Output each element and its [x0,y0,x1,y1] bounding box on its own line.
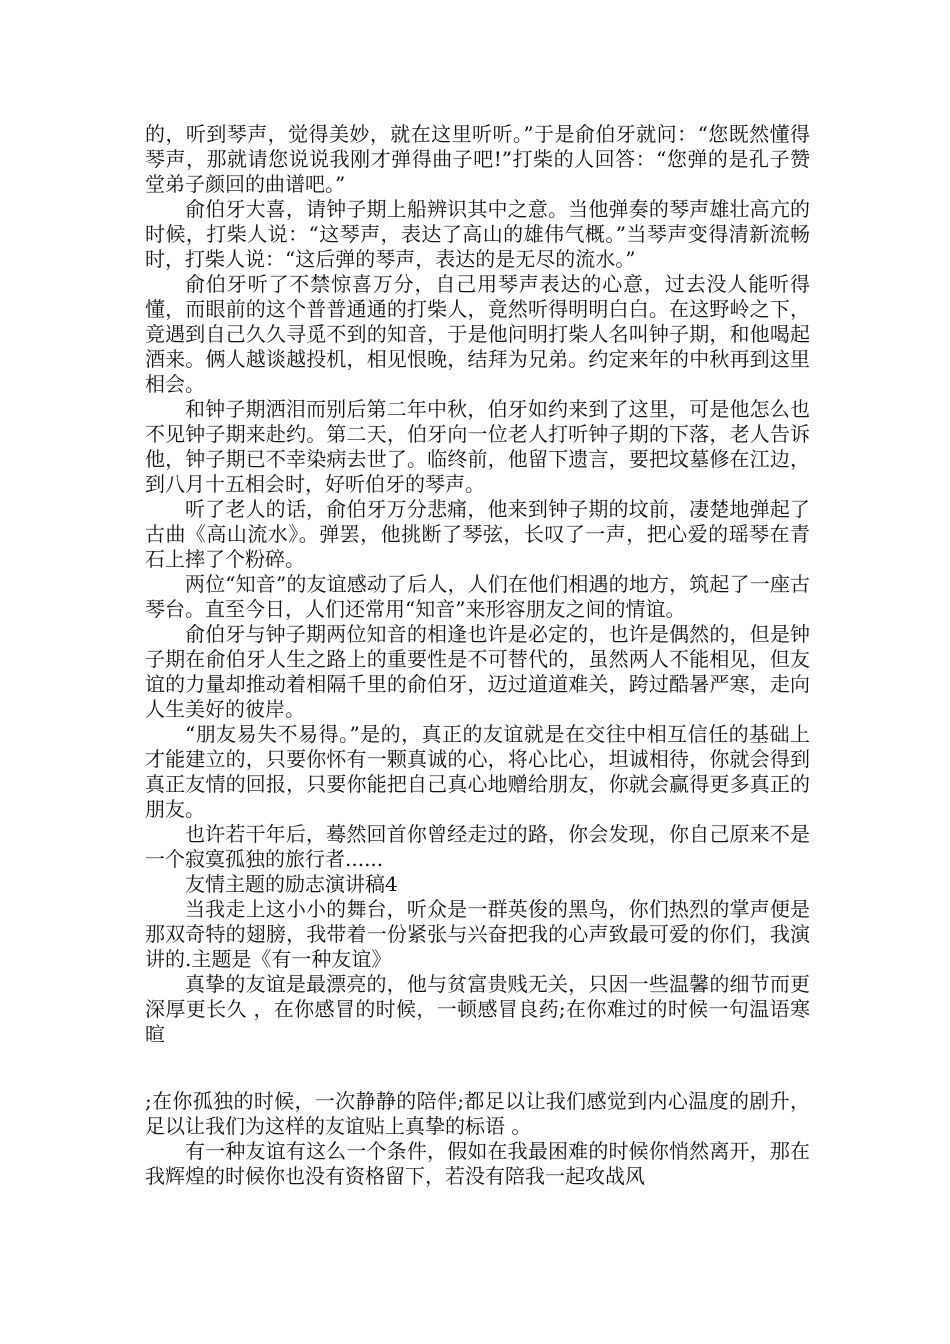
paragraph: 当我走上这小小的舞台，听众是一群英俊的黑鸟，你们热烈的掌声便是那双奇特的翅膀，我带着一份紧张与兴奋把我的心声致最可爱的你们，我演讲的.主题是《有一种友谊》 [145,897,810,971]
paragraph: 俞伯牙大喜，请钟子期上船辨识其中之意。当他弹奏的琴声雄壮高亢的时候，打柴人说：“这琴声，表达了高山的雄伟气概。”当琴声变得清新流畅时，打柴人说：“这后弹的琴声，表达的是无尽的流水。” [145,197,810,271]
page-gap [145,1047,810,1089]
paragraph: 和钟子期洒泪而别后第二年中秋，伯牙如约来到了这里，可是他怎么也不见钟子期来赴约。第二天，伯牙向一位老人打听钟子期的下落，老人告诉他，钟子期已不幸染病去世了。临终前，他留下遗言，要把坟墓修在江边，到八月十五相会时，好听伯牙的琴声。 [145,397,810,496]
document-body [145,122,810,1189]
paragraph: 也许若干年后，蓦然回首你曾经走过的路，你会发现，你自己原来不是一个寂寞孤独的旅行者...... [145,822,810,871]
paragraph: 俞伯牙听了不禁惊喜万分，自己用琴声表达的心意，过去没人能听得懂，而眼前的这个普普通通的打柴人，竟然听得明明白白。在这野岭之下，竟遇到自己久久寻觅不到的知音，于是他问明打柴人名叫钟子期，和他喝起酒来。俩人越谈越投机，相见恨晚，结拜为兄弟。约定来年的中秋再到这里相会。 [145,272,810,396]
paragraph: 听了老人的话，俞伯牙万分悲痛，他来到钟子期的坟前，凄楚地弹起了古曲《高山流水》。弹罢，他挑断了琴弦，长叹了一声，把心爱的瑶琴在青石上摔了个粉碎。 [145,497,810,571]
paragraph: 有一种友谊有这么一个条件，假如在我最困难的时候你悄然离开，那在我辉煌的时候你也没有资格留下，若没有陪我一起攻战风 [145,1139,810,1188]
paragraph: 真挚的友谊是最漂亮的，他与贫富贵贱无关，只因一些温馨的细节而更深厚更长久 ，在你感冒的时候，一顿感冒良药;在你难过的时候一句温语寒暄 [145,972,810,1046]
paragraph-continuation: ;在你孤独的时候，一次静静的陪伴;都足以让我们感觉到内心温度的剧升，足以让我们为这样的友谊贴上真挚的标语 。 [145,1089,810,1138]
paragraph: “朋友易失不易得。”是的，真正的友谊就是在交往中相互信任的基础上才能建立的，只要你怀有一颗真诚的心，将心比心，坦诚相待，你就会得到真正友情的回报，只要你能把自己真心地赠给朋友，你就会赢得更多真正的朋友。 [145,722,810,821]
paragraph: 两位“知音”的友谊感动了后人，人们在他们相遇的地方，筑起了一座古琴台。直至今日，人们还常用“知音”来形容朋友之间的情谊。 [145,572,810,621]
paragraph-continuation: 的，听到琴声，觉得美妙，就在这里听听。”于是俞伯牙就问：“您既然懂得琴声，那就请您说说我刚才弹得曲子吧!”打柴的人回答：“您弹的是孔子赞堂弟子颜回的曲谱吧。” [145,122,810,196]
section-heading: 友情主题的励志演讲稿4 [185,872,398,896]
paragraph: 俞伯牙与钟子期两位知音的相逢也许是必定的，也许是偶然的，但是钟子期在俞伯牙人生之路上的重要性是不可替代的，虽然两人不能相见，但友谊的力量却推动着相隔千里的俞伯牙，迈过道道难关，跨过酷暑严寒，走向人生美好的彼岸。 [145,622,810,721]
